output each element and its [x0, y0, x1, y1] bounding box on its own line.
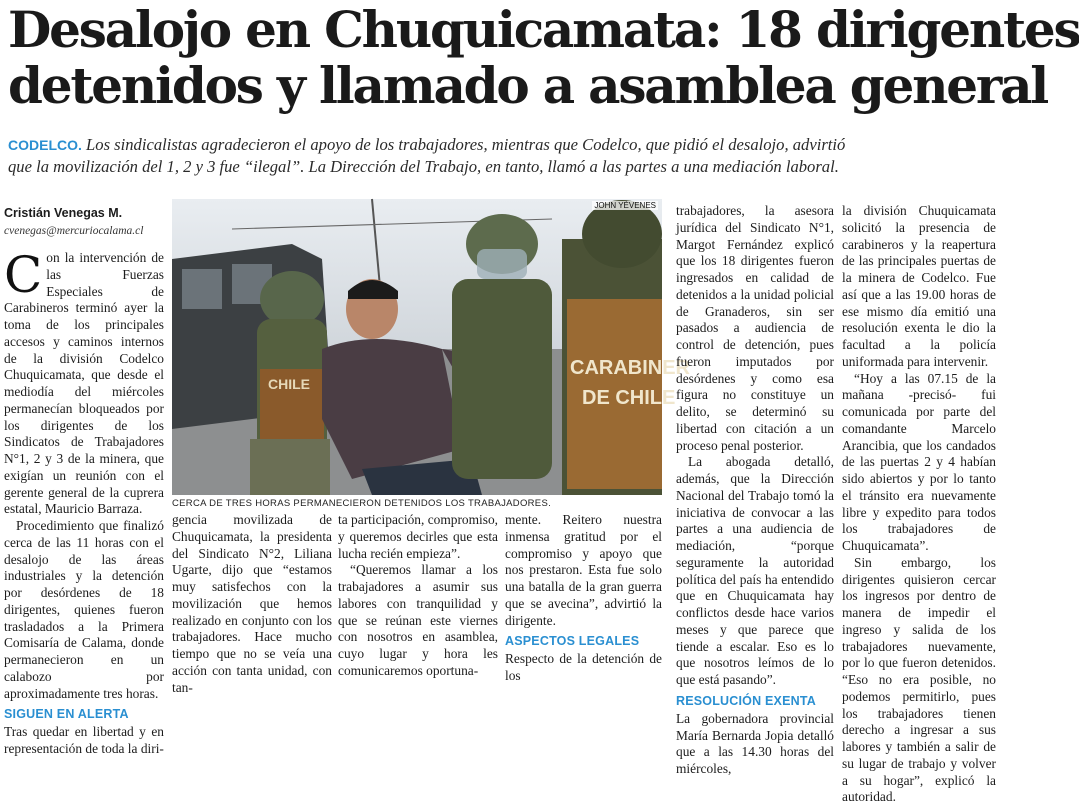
- author-email[interactable]: cvenegas@mercuriocalama.cl: [4, 225, 144, 237]
- photo-caption: CERCA DE TRES HORAS PERMANECIERON DETENIDOS LOS TRABAJADORES.: [172, 498, 552, 509]
- vest-text-left: CHILE: [268, 376, 310, 392]
- deck-line-2: que la movilización del 1, 2 y 3 fue “ilegal”. La Dirección del Trabajo, en tanto, llamó a las partes a una mediación laboral.: [8, 157, 839, 176]
- paragraph: Sin embargo, los dirigentes quisieron cercar los ingresos por dentro de manera de impedir el ingreso y salida de los trabajadores nuevamente, por lo que fueron detenidos. “Eso no era posible, no podemos permitirlo, pues los trabajadores tienen derecho a ingresar a sus labores y también a salir de su lugar de trabajo y volver a su hogar”, explicó la autoridad.: [842, 554, 996, 805]
- paragraph: La abogada detalló, además, que la Dirección Nacional del Trabajo tomó la iniciativa de convocar a las partes a una audiencia de mediación, “porque seguramente la autoridad política del país ha entendido que en Chuquicamata hay conflictos desde hace varios meses y que parece que tiende a escalar. Eso es lo que nosotros leímos de lo que está pasando”.: [676, 454, 834, 687]
- article-column-3b: [505, 512, 662, 683]
- vest-text-de-chile: DE CHILE: [582, 387, 676, 409]
- deck-kicker: CODELCO.: [8, 137, 82, 153]
- article-column-4: [676, 203, 834, 776]
- paragraph: la división Chuquicamata solicitó la presencia de carabineros y la reapertura de las principales puertas de la minera de Codelco. Fue así que a las 19.00 horas de ese mismo día emitió una resolución exenta le dio la facultad a la policía uniformada para intervenir.: [842, 203, 996, 369]
- paragraph: “Hoy a las 07.15 de la mañana -precisó- fui comunicada por parte del comandante Marcelo Arancibia, que los candados de las puertas 2 y 4 habían sido abiertos y por lo tanto el tránsito era nuevamente libre y expedito para todos los trabajadores de Chuquicamata”.: [842, 370, 996, 553]
- article-column-1: [4, 246, 164, 756]
- paragraph: gencia movilizada de Chuquicamata, la presidenta del Sindicato N°2, Liliana Ugarte, dijo que “estamos muy satisfechos con la movilización que hemos realizado en conjunto con los trabajadores. Hace mucho tiempo que no se veía una acción con tanta unidad, con tan-: [172, 512, 332, 695]
- paragraph: “Queremos llamar a los trabajadores a asumir sus labores con tranquilidad y que se reúnan este viernes con nosotros en asamblea, cuyo lugar y hora les comunicaremos oportuna-: [338, 562, 498, 678]
- subheading-resolucion-exenta: RESOLUCIÓN EXENTA: [676, 693, 816, 708]
- byline: [4, 205, 164, 239]
- paragraph: Tras quedar en libertad y en representación de toda la diri-: [4, 724, 164, 756]
- police-arrest-illustration: [172, 199, 690, 495]
- deck-line-1: Los sindicalistas agradecieron el apoyo de los trabajadores, mientras que Codelco, que pidió el desalojo, advirtió: [86, 135, 846, 154]
- paragraph: ta participación, compromiso, y queremos decirles que esta lucha recién empieza”.: [338, 512, 498, 561]
- paragraph: Con la intervención de las Fuerzas Especiales de Carabineros terminó ayer la toma de los principales accesos y caminos internos de la división Codelco Chuquicamata, que desde el mediodía del miércoles permanecían bloqueados por los dirigentes de los Sindicatos de Trabajadores N°1, 2 y 3 de la minera, que exigían un reunión con el gerente general de la cuprera estatal, Mauricio Barraza.: [4, 246, 164, 517]
- paragraph: trabajadores, la asesora jurídica del Sindicato N°1, Margot Fernández explicó que los 18 dirigentes fueron ingresados en calidad de detenidos a la unidad policial de Granaderos, sin ser pasados a audiencia de control de detención, pues fueron imputados por desórdenes y como esa figura no constituye un delito, se determinó su libertad con citación a un proceso penal posterior.: [676, 203, 834, 453]
- vest-text-carabineros: CARABINER: [570, 357, 690, 379]
- headline-line-2: detenidos y llamado a asamblea general: [8, 56, 1048, 115]
- paragraph: La gobernadora provincial María Bernarda Jopia detalló que a las 14.30 horas del miércoles,: [676, 710, 834, 776]
- paragraph: Respecto de la detención de los: [505, 651, 662, 683]
- headline-line-1: Desalojo en Chuquicamata: 18 dirigentes: [8, 0, 1079, 59]
- news-photo: [172, 199, 690, 495]
- headline: [8, 0, 1079, 115]
- photo-credit: JOHN YÉVENES: [594, 201, 656, 210]
- deck: [8, 134, 993, 178]
- article-column-3: [338, 512, 498, 680]
- drop-cap: C: [4, 246, 43, 304]
- author-name: Cristián Venegas M.: [4, 206, 123, 220]
- paragraph: mente. Reitero nuestra inmensa gratitud por el compromiso y apoyo que nos prestaron. Esta fue solo una batalla de la gran guerra que se avecina”, advirtió la dirigente.: [505, 512, 662, 628]
- subheading-siguen-en-alerta: SIGUEN EN ALERTA: [4, 707, 129, 722]
- paragraph: Procedimiento que finalizó cerca de las 11 horas con el desalojo de las áreas industriales y la detención por desórdenes de 18 dirigentes, quienes fueron trasladados a la Primera Comisaría de Calama, donde permanecieron en un calabozo por aproximadamente tres horas.: [4, 518, 164, 701]
- subheading-aspectos-legales: ASPECTOS LEGALES: [505, 634, 640, 649]
- article-column-5: [842, 203, 996, 805]
- article-column-2: [172, 512, 332, 695]
